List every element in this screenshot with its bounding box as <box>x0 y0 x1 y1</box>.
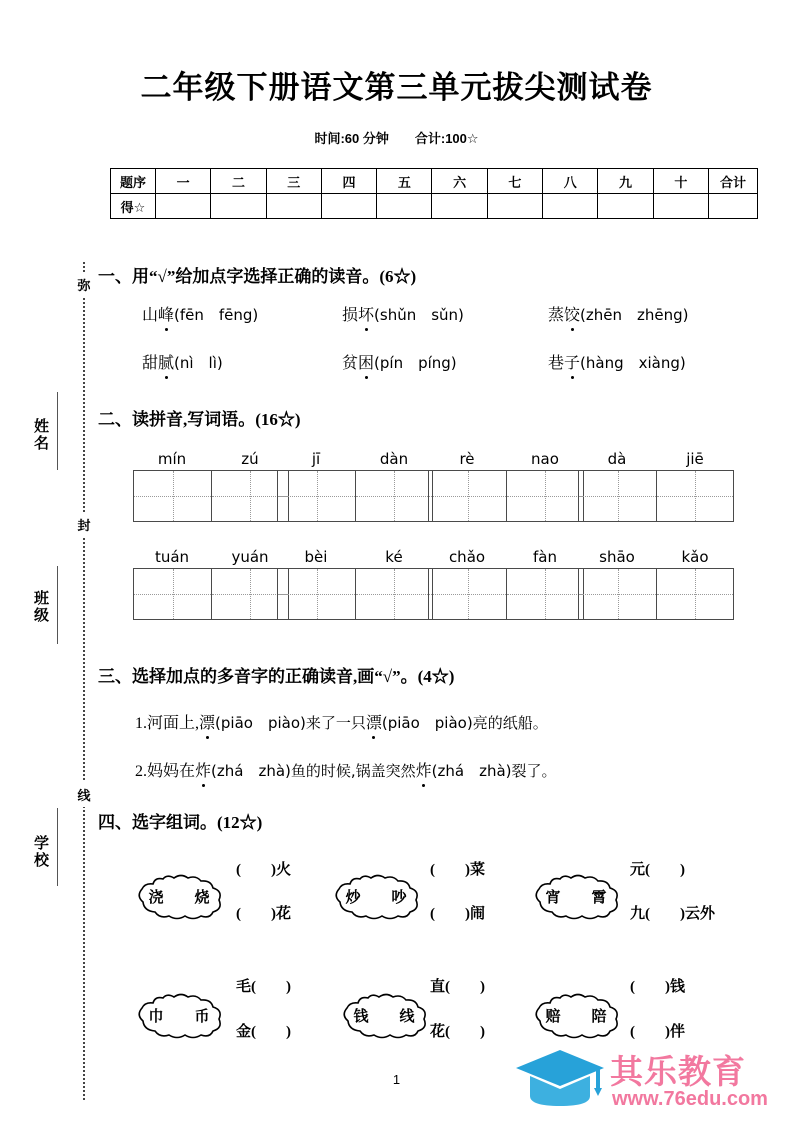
score-cell-8[interactable] <box>598 194 653 219</box>
sentence-number: 1. <box>135 715 147 732</box>
word-blank-bottom[interactable]: ( )花 <box>236 906 291 922</box>
pinyin-choice-item[interactable] <box>142 302 342 325</box>
pinyin-options[interactable]: (piāo piào)亮的纸船。 <box>381 714 548 732</box>
tianzige-group <box>133 450 289 522</box>
pinyin-options[interactable]: (fēn fēng) <box>174 306 259 324</box>
tianzige-cell[interactable] <box>506 471 583 521</box>
pinyin-syllable: ké <box>385 548 403 566</box>
pinyin-syllable: rè <box>459 450 475 468</box>
site-logo <box>512 1048 780 1114</box>
word-dotted: 炸 <box>195 758 211 781</box>
word-blank-bottom[interactable]: ( )伴 <box>630 1024 685 1040</box>
tianzige-cell[interactable] <box>579 471 656 521</box>
section-1-row-2 <box>142 350 686 373</box>
score-table-col-5: 六 <box>432 169 487 194</box>
pinyin-syllable: bèi <box>304 548 328 566</box>
tianzige-cell[interactable] <box>134 569 211 619</box>
tianzige-cell[interactable] <box>506 569 583 619</box>
tianzige-pinyin <box>428 450 584 468</box>
cloud-word-group <box>338 993 430 1039</box>
word-dotted: 坏 <box>358 302 374 325</box>
pinyin-syllable: chǎo <box>448 548 486 566</box>
score-cell-9[interactable] <box>653 194 708 219</box>
pinyin-options[interactable]: (pín píng) <box>374 354 457 372</box>
pinyin-syllable: yuán <box>231 548 269 566</box>
score-table-col-8: 九 <box>598 169 653 194</box>
sentence-text: 河面上, <box>147 715 200 732</box>
sentence-text: 妈妈在 <box>147 763 196 780</box>
score-cell-0[interactable] <box>156 194 211 219</box>
cloud-word-group <box>530 874 622 920</box>
tianzige-pinyin <box>277 548 433 566</box>
cloud-characters: 炒 吵 <box>345 890 415 906</box>
tianzige-pinyin <box>428 548 584 566</box>
word-blank-bottom[interactable]: 九( )云外 <box>630 906 715 922</box>
tianzige-cell[interactable] <box>656 569 733 619</box>
score-table-col-2: 三 <box>266 169 321 194</box>
word-dotted: 炸 <box>416 758 432 781</box>
word-dotted: 峰 <box>158 302 174 325</box>
tianzige-pinyin <box>277 450 433 468</box>
pinyin-options[interactable]: (hàng xiàng) <box>580 354 686 372</box>
tianzige-group <box>578 450 734 522</box>
word-blank-top[interactable]: ( )钱 <box>630 979 685 995</box>
pinyin-options[interactable]: (nì lì) <box>174 354 223 372</box>
word-dotted: 漂 <box>199 710 215 733</box>
tianzige-boxes[interactable] <box>277 568 433 620</box>
score-cell-1[interactable] <box>211 194 266 219</box>
word-dotted: 漂 <box>366 710 382 733</box>
section-1-row-1 <box>142 302 689 325</box>
pinyin-options[interactable]: (piāo piào)来了一只 <box>215 714 366 732</box>
page-number: 1 <box>392 1072 401 1087</box>
exam-meta-line <box>0 128 793 147</box>
pinyin-choice-item[interactable] <box>548 350 686 373</box>
pinyin-syllable: fàn <box>533 548 557 566</box>
score-cell-3[interactable] <box>321 194 376 219</box>
tianzige-pinyin <box>578 450 734 468</box>
cloud-characters: 赔 陪 <box>545 1009 615 1025</box>
section-3-sentence-1[interactable] <box>135 710 548 733</box>
score-cell-7[interactable] <box>543 194 598 219</box>
score-table-row-label-0: 题序 <box>111 169 156 194</box>
pinyin-syllable: shāo <box>599 548 635 566</box>
tianzige-cell[interactable] <box>355 569 432 619</box>
pinyin-options[interactable]: (zhēn zhēng) <box>580 306 689 324</box>
section-1-heading: 一、用“√”给加点字选择正确的读音。(6☆) <box>98 267 417 286</box>
seal-char-3: 线 <box>75 782 93 807</box>
score-cell-4[interactable] <box>377 194 432 219</box>
word-blank-bottom[interactable]: 花( ) <box>430 1024 485 1040</box>
logo-url-text: www.76edu.com <box>612 1088 768 1110</box>
tianzige-cell[interactable] <box>355 471 432 521</box>
tianzige-cell[interactable] <box>278 471 355 521</box>
section-4-heading: 四、选字组词。(12☆) <box>98 813 263 832</box>
page-title: 二年级下册语文第三单元拔尖测试卷 <box>140 70 653 105</box>
seal-char-2: 封 <box>75 512 93 537</box>
graduation-cap-icon <box>512 1048 608 1112</box>
tianzige-boxes[interactable] <box>578 568 734 620</box>
pinyin-syllable: nao <box>531 450 559 468</box>
pinyin-syllable: jiē <box>686 450 704 468</box>
tianzige-boxes[interactable] <box>133 568 289 620</box>
score-table-col-9: 十 <box>653 169 708 194</box>
tianzige-cell[interactable] <box>656 471 733 521</box>
total-score-label: 合计:100☆ <box>414 131 479 146</box>
word-plain: 山 <box>142 307 159 324</box>
tianzige-group <box>277 548 433 620</box>
word-blank-bottom[interactable]: 金( ) <box>236 1024 291 1040</box>
tianzige-boxes[interactable] <box>578 470 734 522</box>
pinyin-options[interactable]: (zhá zhà)裂了。 <box>431 762 557 780</box>
cloud-word-group <box>133 993 225 1039</box>
pinyin-choice-item[interactable] <box>342 302 548 325</box>
pinyin-syllable: mín <box>157 450 187 468</box>
word-plain: 甜 <box>142 355 159 372</box>
cloud-characters: 宵 霄 <box>545 890 615 906</box>
seal-char-1: 弥 <box>75 272 93 297</box>
pinyin-choice-item[interactable] <box>342 350 548 373</box>
margin-field-class-rule <box>57 566 58 644</box>
pinyin-syllable: kǎo <box>681 548 709 566</box>
pinyin-choice-item[interactable] <box>142 350 342 373</box>
word-dotted: 饺 <box>564 302 580 325</box>
margin-field-name-rule <box>57 392 58 470</box>
table-row-header <box>111 169 758 194</box>
score-table-row-label-1: 得☆ <box>111 194 156 219</box>
word-blank-top[interactable]: 直( ) <box>430 979 485 995</box>
margin-field-school-rule <box>57 808 58 886</box>
tianzige-group <box>428 450 584 522</box>
margin-field-class: 班级 <box>32 590 49 624</box>
tianzige-boxes[interactable] <box>428 568 584 620</box>
tianzige-group <box>428 548 584 620</box>
word-plain: 贫 <box>342 355 359 372</box>
section-3-heading: 三、选择加点的多音字的正确读音,画“√”。(4☆) <box>98 667 455 686</box>
section-2-heading: 二、读拼音,写词语。(16☆) <box>98 410 301 429</box>
tianzige-cell[interactable] <box>278 569 355 619</box>
score-table-col-7: 八 <box>543 169 598 194</box>
seal-dotted-line <box>83 262 85 1100</box>
tianzige-group <box>277 450 433 522</box>
score-table-col-4: 五 <box>377 169 432 194</box>
cloud-word-group <box>133 874 225 920</box>
word-blank-top[interactable]: ( )火 <box>236 862 291 878</box>
tianzige-pinyin <box>133 450 289 468</box>
score-cell-5[interactable] <box>432 194 487 219</box>
score-table <box>110 168 758 219</box>
score-cell-10[interactable] <box>709 194 758 219</box>
sentence-number: 2. <box>135 763 147 780</box>
tianzige-cell[interactable] <box>429 471 506 521</box>
tianzige-group <box>578 548 734 620</box>
logo-brand-text: 其乐教育 <box>610 1053 746 1090</box>
cloud-word-group <box>330 874 422 920</box>
tianzige-cell[interactable] <box>134 471 211 521</box>
tianzige-group <box>133 548 289 620</box>
tianzige-boxes[interactable] <box>428 470 584 522</box>
word-dotted: 困 <box>358 350 374 373</box>
score-table-col-1: 二 <box>211 169 266 194</box>
score-cell-6[interactable] <box>487 194 542 219</box>
pinyin-options[interactable]: (shǔn sǔn) <box>374 306 464 324</box>
score-table-col-3: 四 <box>321 169 376 194</box>
word-blank-top[interactable]: 元( ) <box>630 862 685 878</box>
tianzige-pinyin <box>133 548 289 566</box>
margin-field-name: 姓名 <box>32 418 49 452</box>
word-dotted: 腻 <box>158 350 174 373</box>
score-table-col-6: 七 <box>487 169 542 194</box>
score-table-col-10: 合计 <box>709 169 758 194</box>
pinyin-syllable: dàn <box>379 450 409 468</box>
score-table-col-0: 一 <box>156 169 211 194</box>
table-row-scores <box>111 194 758 219</box>
pinyin-options[interactable]: (zhá zhà)鱼的时候,锅盖突然 <box>211 762 416 780</box>
cloud-characters: 巾 币 <box>148 1009 218 1025</box>
pinyin-syllable: dà <box>607 450 627 468</box>
tianzige-cell[interactable] <box>429 569 506 619</box>
pinyin-choice-item[interactable] <box>548 302 689 325</box>
tianzige-boxes[interactable] <box>133 470 289 522</box>
cloud-word-group <box>530 993 622 1039</box>
tianzige-pinyin <box>578 548 734 566</box>
cloud-characters: 浇 烧 <box>148 890 218 906</box>
pinyin-syllable: jī <box>311 450 321 468</box>
word-blank-top[interactable]: 毛( ) <box>236 979 291 995</box>
pinyin-syllable: tuán <box>154 548 190 566</box>
pinyin-syllable: zú <box>241 450 259 468</box>
tianzige-boxes[interactable] <box>277 470 433 522</box>
score-cell-2[interactable] <box>266 194 321 219</box>
word-blank-top[interactable]: ( )菜 <box>430 862 485 878</box>
word-plain: 巷 <box>548 355 565 372</box>
word-blank-bottom[interactable]: ( )闹 <box>430 906 485 922</box>
tianzige-cell[interactable] <box>579 569 656 619</box>
time-limit-label: 时间:60 分钟 <box>314 131 389 146</box>
word-dotted: 子 <box>564 350 580 373</box>
cloud-characters: 钱 线 <box>353 1009 423 1025</box>
word-plain: 蒸 <box>548 307 565 324</box>
margin-field-school: 学校 <box>32 835 49 869</box>
word-plain: 损 <box>342 307 359 324</box>
section-3-sentence-2[interactable] <box>135 758 557 781</box>
